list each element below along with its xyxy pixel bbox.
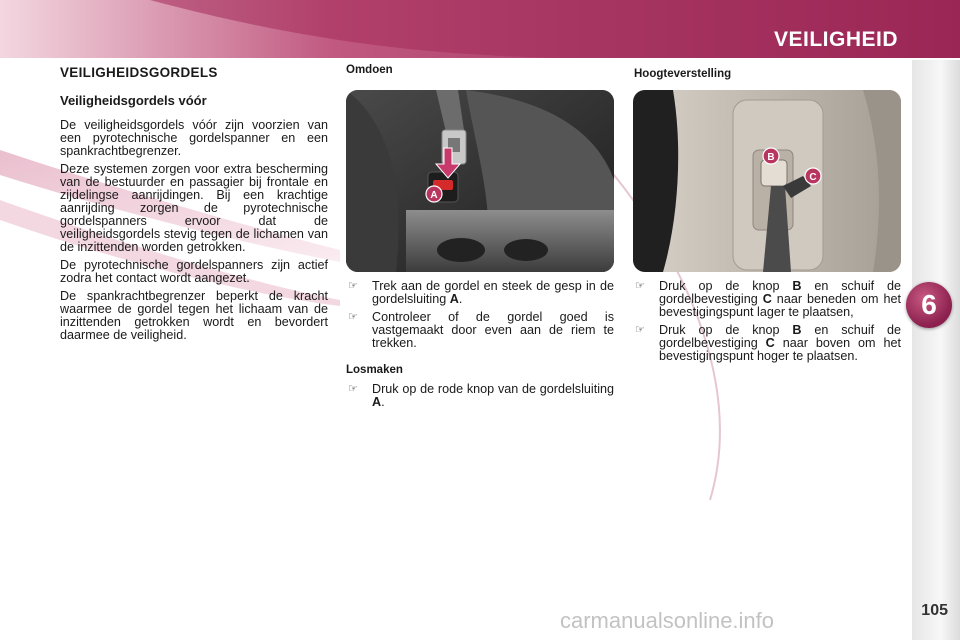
side-strip xyxy=(912,60,960,640)
paragraph: Deze systemen zorgen voor extra bescherming van de bestuurder en passagier bij frontale en zijdelingse aanrijdingen. Bij een krachtige aanrijding zorgen de pyrotechnische gordelspanners ervoor dat de veiligheidsgordels stevig tegen de lichamen van de inzittenden worden getrokken. xyxy=(60,162,328,254)
buckle-illustration xyxy=(346,90,614,272)
list-item: ☞ Druk op de knop B en schuif de gordelbevestiging C naar boven om het bevestigingspunt hoger te plaatsen. xyxy=(635,323,901,363)
section-title: VEILIGHEID xyxy=(773,28,898,51)
pointing-hand-icon: ☞ xyxy=(348,311,358,323)
paragraph: De veiligheidsgordels vóór zijn voorzien van een pyrotechnische gordelspanner en een spankrachtbegrenzer. xyxy=(60,118,328,158)
pointing-hand-icon: ☞ xyxy=(348,280,358,292)
chapter-tab[interactable]: 6 xyxy=(906,282,952,328)
paragraph: De spankrachtbegrenzer beperkt de kracht waarmee de gordel tegen het lichaam van de inzittenden getrokken wordt en bevordert daarmee de veiligheid. xyxy=(60,289,328,342)
photo-label-b: B xyxy=(767,152,775,163)
list-item: ☞ Druk op de rode knop van de gordelsluiting A. xyxy=(348,382,614,409)
left-column xyxy=(60,66,328,347)
subheading: Veiligheidsgordels vóór xyxy=(60,93,207,108)
height-adjust-photo xyxy=(633,90,901,272)
height-adjust-illustration xyxy=(633,90,901,272)
heading-omdoen: Omdoen xyxy=(346,64,393,76)
watermark: carmanualsonline.info xyxy=(560,608,775,633)
pointing-hand-icon: ☞ xyxy=(635,280,645,292)
list-item: ☞ Trek aan de gordel en steek de gesp in de gordelsluiting A. xyxy=(348,279,614,306)
page-heading: VEILIGHEIDSGORDELS xyxy=(60,65,218,80)
photo-label-a: A xyxy=(430,190,438,201)
list-item: ☞ Druk op de knop B en schuif de gordelbevestiging C naar beneden om het bevestigingspunt lager te plaatsen, xyxy=(635,279,901,319)
paragraph: De pyrotechnische gordelspanners zijn actief zodra het contact wordt aangezet. xyxy=(60,258,328,285)
heading-hoogteverstelling: Hoogteverstelling xyxy=(634,68,732,80)
heading-losmaken: Losmaken xyxy=(346,364,403,376)
pointing-hand-icon: ☞ xyxy=(635,324,645,336)
page-number: 105 xyxy=(921,602,948,619)
buckle-photo xyxy=(346,90,614,272)
middle-instructions xyxy=(346,280,614,414)
photo-label-c: C xyxy=(809,172,817,183)
list-item: ☞ Controleer of de gordel goed is vastgemaakt door even aan de riem te trekken. xyxy=(348,310,614,350)
pointing-hand-icon: ☞ xyxy=(348,383,358,395)
right-instructions xyxy=(633,280,901,368)
